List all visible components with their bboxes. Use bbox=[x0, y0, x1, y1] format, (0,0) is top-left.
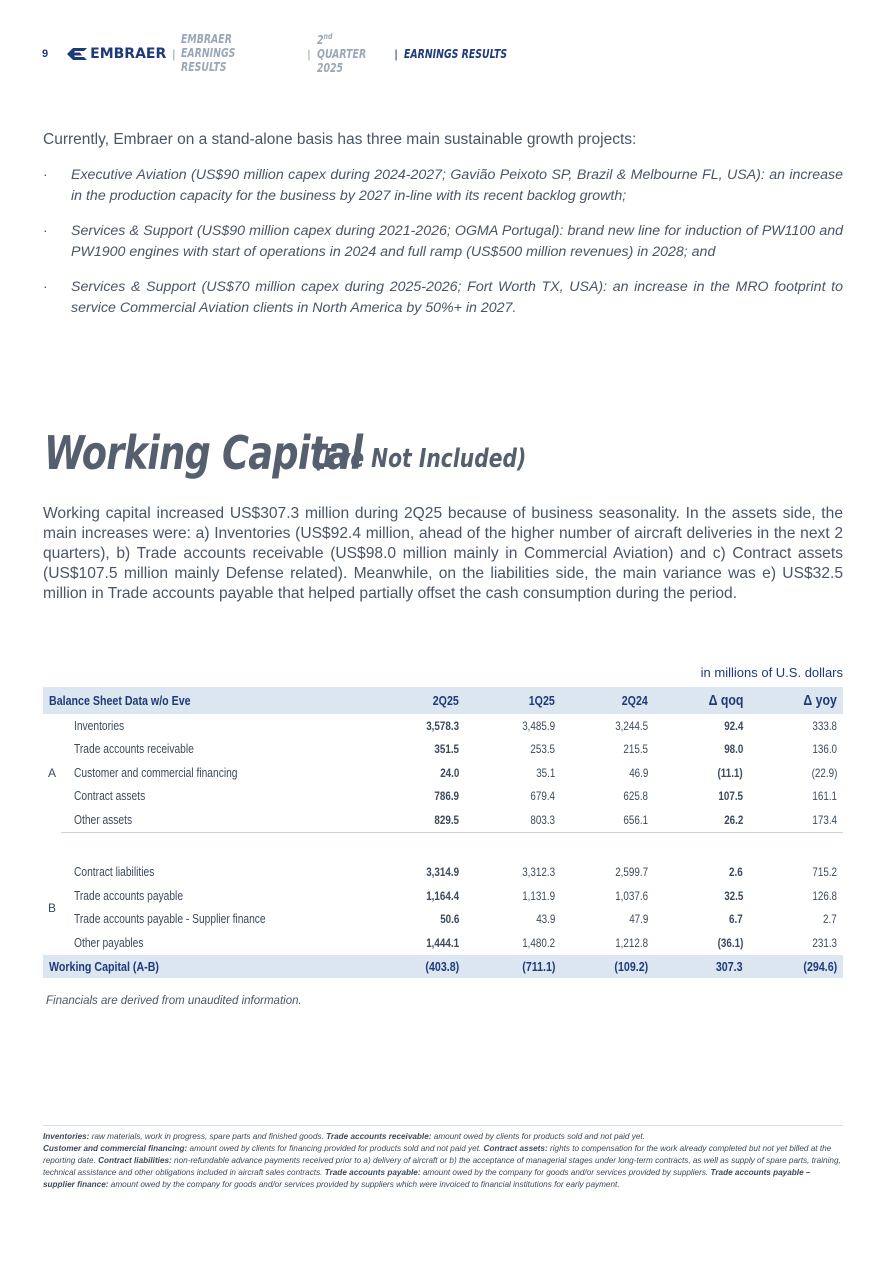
intro-text: Currently, Embraer on a stand-alone basis has three main sustainable growth projects: bbox=[43, 131, 637, 148]
page-header bbox=[42, 31, 536, 75]
header-separator: | bbox=[394, 47, 398, 61]
section-subtitle: (Eve Not Included) bbox=[314, 444, 527, 474]
table-row: Other payables 1,444.1 1,480.2 1,212.8 (36.1) 231.3 bbox=[74, 935, 837, 950]
header-item-earnings: EMBRAER EARNINGS RESULTS bbox=[181, 32, 236, 74]
working-capital-table bbox=[43, 687, 843, 978]
table-row: Trade accounts receivable 351.5 253.5 215.5 98.0 136.0 bbox=[74, 742, 837, 757]
unaudited-note: Financials are derived from unaudited information. bbox=[46, 995, 302, 1007]
brand-name: EMBRAER bbox=[90, 46, 167, 62]
list-item: · Services & Support (US$70 million capex during 2025-2026; Fort Worth TX, USA): an increase in the MRO footprint to service Commercial Aviation clients in North America by 50%+ in 2027. bbox=[43, 279, 843, 316]
list-item: · Services & Support (US$90 million capex during 2021-2026; OGMA Portugal): brand new line for induction of PW1100 and PW1900 engines with start of operations in 2024 and full ramp (US$500 million revenues) in 2028; and bbox=[43, 223, 843, 260]
section-paragraph: Working capital increased US$307.3 million during 2Q25 because of business seasonality. In the assets side, the main increases were: a) Inventories (US$92.4 million, ahead of the higher number of aircraft deliveries in the next 2 quarters), b) Trade accounts receivable (US$98.0 million mainly in Commercial Aviation) and c) Contract assets (US$107.5 million mainly Defense related). Meanwhile, on the liabilities side, the main variance was e) US$32.5 million in Trade accounts payable that helped partially offset the cash consumption during the period. bbox=[43, 505, 843, 602]
units-label: in millions of U.S. dollars bbox=[700, 665, 843, 680]
header-separator: | bbox=[307, 47, 311, 61]
embraer-logo bbox=[66, 46, 166, 62]
table-row: Customer and commercial financing 24.0 35.1 46.9 (11.1) (22.9) bbox=[74, 765, 837, 780]
header-separator: | bbox=[172, 47, 176, 61]
table-header-row: Balance Sheet Data w/o Eve 2Q25 1Q25 2Q24 Δ qoq Δ yoy bbox=[43, 687, 843, 714]
table-row: Other assets 829.5 803.3 656.1 26.2 173.4 bbox=[43, 808, 843, 832]
header-item-active: EARNINGS RESULTS bbox=[403, 47, 507, 61]
group-b-label: B bbox=[47, 900, 56, 915]
section-title: Working Capital (Eve Not Included) bbox=[44, 426, 527, 480]
table-spacer bbox=[43, 832, 843, 861]
table-row: A Inventories 3,578.3 3,485.9 3,244.5 92.4 333.8 bbox=[43, 714, 843, 738]
table-row: B Contract liabilities 3,314.9 3,312.3 2,599.7 2.6 715.2 bbox=[43, 861, 843, 885]
table-row: Trade accounts payable - Supplier finance 50.6 43.9 47.9 6.7 2.7 bbox=[74, 912, 837, 927]
page-number: 9 bbox=[42, 48, 49, 60]
growth-projects-list bbox=[43, 165, 843, 333]
table-row: Trade accounts payable 1,164.4 1,131.9 1,037.6 32.5 126.8 bbox=[74, 888, 837, 903]
header-item-quarter: 2nd QUARTER 2025 bbox=[316, 31, 366, 75]
table-total-row: Working Capital (A-B) (403.8) (711.1) (109.2) 307.3 (294.6) bbox=[43, 955, 843, 978]
list-item: · Executive Aviation (US$90 million capex during 2024-2027; Gavião Peixoto SP, Brazil & Melbourne FL, USA): an increase in the production capacity for the business by 2027 in-line with its recent backlog growth; bbox=[43, 167, 843, 204]
table-row: Contract assets 786.9 679.4 625.8 107.5 161.1 bbox=[74, 789, 837, 804]
footnote-definitions: Inventories: raw materials, work in progress, spare parts and finished goods. Trade accounts receivable: amount owed by clients for products sold and not paid yet. Customer and commercial financing: amount owed by clients for financing provided for products sold and not paid yet. Contract assets: rights to compensation for the work already completed but not yet billed at the reporting date. Contract liabilities: non-refundable advance payments received prior to a) delivery of aircraft or b) the acceptance of managerial stages under long-term contracts, as well as supply of spare parts, training, technical assistance and other obligations included in aircraft sales contracts. Trade accounts payable: amount owed by the company for goods and/or services provided by suppliers. Trade accounts payable – supplier finance: amount owed by the company for goods and/or services provided by suppliers which were invoiced to financial institutions for early payment. bbox=[43, 1132, 841, 1189]
footnote-divider bbox=[43, 1125, 843, 1126]
group-a-label: A bbox=[47, 766, 56, 780]
embraer-chevron-icon bbox=[66, 46, 88, 62]
